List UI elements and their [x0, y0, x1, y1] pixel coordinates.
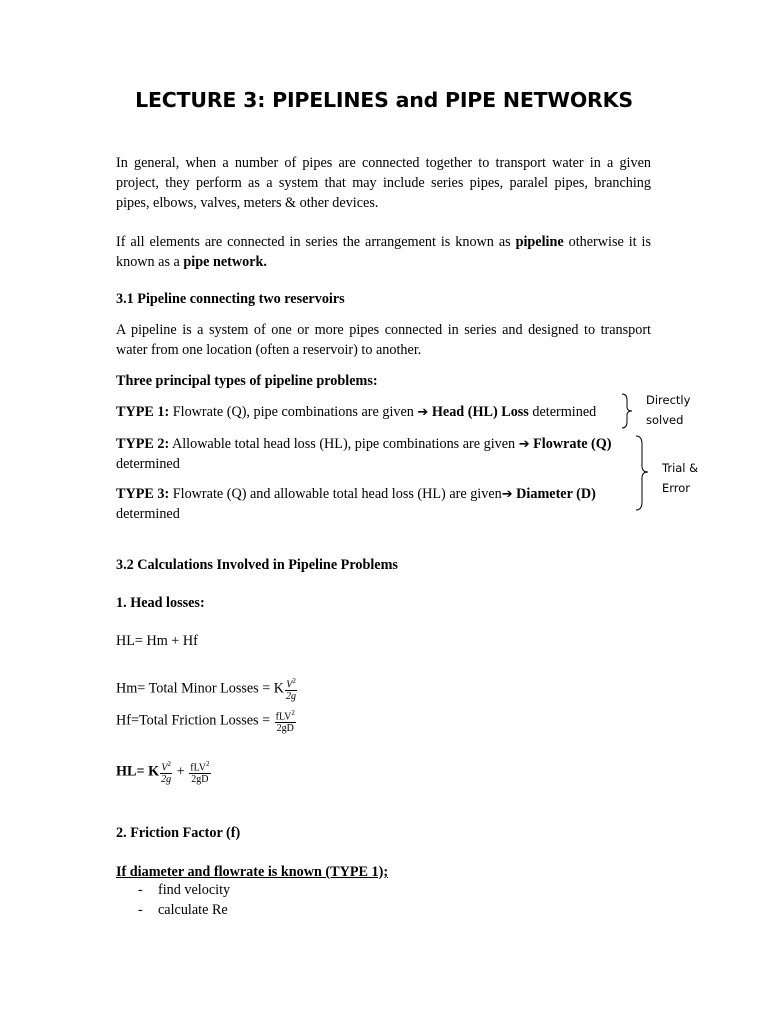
hl-full-equation: HL= K $\frac{V^2}{2g}$ + $\frac{fLV^2}{2gD}$	[116, 760, 210, 786]
hf-equation: Hf=Total Friction Losses = $\frac{fLV^2}{2gD}$	[116, 709, 295, 735]
arrow-icon: ➔	[417, 405, 429, 420]
hm-equation: Hm= Total Minor Losses = K $\frac{V^2}{2g}$	[116, 677, 297, 703]
hl-equation: HL= Hm + Hf	[116, 633, 198, 649]
page-title: LECTURE 3: PIPELINES and PIPE NETWORKS	[135, 88, 633, 112]
side-note-directly: Directly	[646, 393, 691, 407]
problem-types-heading: Three principal types of pipeline problems:	[116, 373, 378, 389]
v2-over-2g-fraction: $\frac{V^2}{2g}$	[286, 677, 297, 703]
flv2-over-2gd-fraction: $\frac{fLV^2}{2gD}$	[275, 709, 295, 735]
head-losses-heading: 1. Head losses:	[116, 595, 205, 611]
section-3-2-heading: 3.2 Calculations Involved in Pipeline Problems	[116, 557, 398, 573]
right-brace-icon	[634, 434, 650, 512]
section-3-1-body: A pipeline is a system of one or more pipes connected in series and designed to transport water from one location (often a reservoir) to another.	[116, 322, 651, 358]
type3-continuation: determined	[116, 506, 180, 522]
pipeline-definition-paragraph: If all elements are connected in series the arrangement is known as pipeline otherwise it is known as a pipe network.	[116, 234, 651, 270]
type2-continuation: determined	[116, 456, 180, 472]
intro-paragraph: In general, when a number of pipes are connected together to transport water in a given project, they perform as a system that may include series pipes, paralel pipes, branching pipes, elbows, valves, meters & other devices.	[116, 155, 651, 211]
friction-factor-heading: 2. Friction Factor (f)	[116, 825, 241, 841]
type2-line: TYPE 2: Allowable total head loss (HL), pipe combinations are given ➔ Flowrate (Q)	[116, 436, 612, 452]
list-item: - calculate Re	[138, 902, 228, 918]
list-item: - find velocity	[138, 882, 231, 898]
type1-case-heading: If diameter and flowrate is known (TYPE 1);	[116, 864, 389, 880]
side-note-solved: solved	[646, 413, 684, 427]
flv2-over-2gd-fraction: $\frac{fLV^2}{2gD}$	[190, 760, 210, 786]
arrow-icon: ➔	[501, 487, 513, 502]
right-brace-icon	[620, 392, 634, 430]
arrow-icon: ➔	[518, 437, 530, 452]
v2-over-2g-fraction: $\frac{V^2}{2g}$	[161, 760, 172, 786]
type3-line: TYPE 3: Flowrate (Q) and allowable total head loss (HL) are given➔ Diameter (D)	[116, 486, 596, 502]
side-note-error: Error	[662, 481, 691, 495]
side-note-trial: Trial &	[662, 461, 699, 475]
section-3-1-heading: 3.1 Pipeline connecting two reservoirs	[116, 291, 345, 307]
type1-line: TYPE 1: Flowrate (Q), pipe combinations are given ➔ Head (HL) Loss determined	[116, 404, 597, 420]
